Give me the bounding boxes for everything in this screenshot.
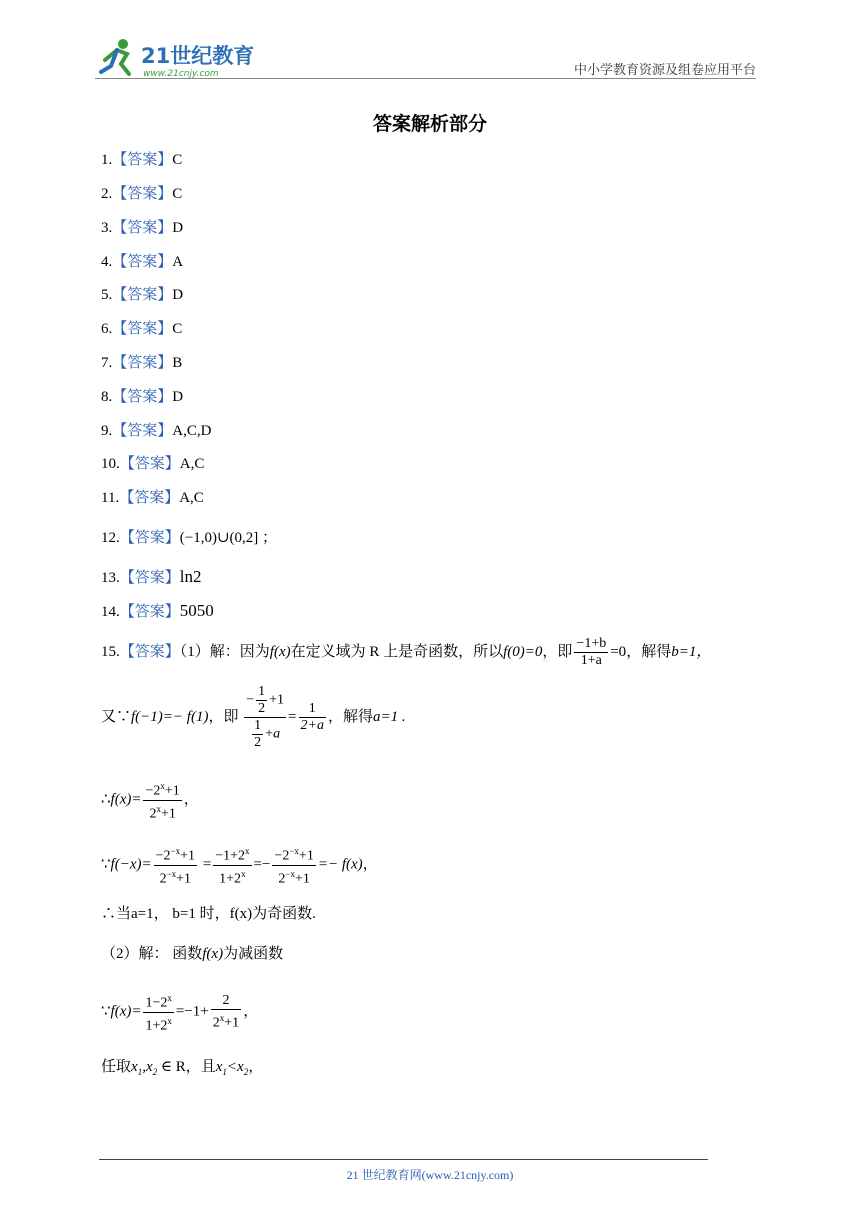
- fraction: $\frac{-2^x+1}{2^x+1}$: [143, 778, 181, 822]
- answer-tag: 【答案】: [119, 604, 180, 620]
- fraction: $\frac{2}{2^x+1}$: [212, 992, 240, 1031]
- svg-text:www.21cnjy.com: www.21cnjy.com: [143, 69, 219, 79]
- answer-tag: 【答案】: [112, 254, 173, 270]
- answer-row-1: 1.【答案】C: [101, 152, 183, 168]
- fraction: $\frac{1}{2+a}$: [300, 701, 324, 734]
- runner-icon: [101, 39, 129, 74]
- fraction: $\frac{-1+b}{1+a}$: [576, 636, 607, 669]
- fraction: $\frac{-2^{-x}+1}{2^{-x}+1}$: [272, 843, 315, 887]
- header-divider: [95, 78, 756, 79]
- footer-link[interactable]: 21 世纪教育网(www.21cnjy.com): [346, 1168, 514, 1182]
- answer-tag: 【答案】: [112, 152, 173, 168]
- q15-line-4: ∵f(−x)= $\frac{-2^{-x}+1}{2^{-x}+1}$ = $\frac{-1+2^x}{1+2^x}$ =− $\frac{-2^{-x}+1}{2^{-x}+1}$ =− f(x)，: [101, 843, 378, 887]
- answer-tag: 【答案】: [112, 287, 173, 303]
- answer-tag: 【答案】: [112, 355, 173, 371]
- fraction: $\frac{-1+2^x}{1+2^x}$: [213, 843, 251, 887]
- answer-tag: 【答案】: [119, 490, 180, 506]
- q15-line-2: 又∵f(−1)=− f(1)，即 − $\frac{1}{2}$ +1 $\frac{1}{2}$ +a = $\frac{1}{2+a}$ ，解得a=1 .: [101, 684, 406, 751]
- answer-row-6: 6.【答案】C: [101, 321, 183, 337]
- answer-row-12: 12.【答案】(−1,0)∪(0,2] ；: [101, 530, 278, 546]
- answer-row-11: 11.【答案】A,C: [101, 490, 204, 506]
- answer-tag: 【答案】: [112, 220, 173, 236]
- answer-row-7: 7.【答案】B: [101, 355, 183, 371]
- answer-row-2: 2.【答案】C: [101, 186, 183, 202]
- answer-tag: 【答案】: [112, 321, 173, 337]
- q15-line-3: ∴f(x)= $\frac{-2^x+1}{2^x+1}$ ，: [101, 778, 199, 822]
- complex-fraction: − $\frac{1}{2}$ +1 $\frac{1}{2}$ +a: [246, 684, 285, 751]
- answer-tag: 【答案】: [112, 389, 173, 405]
- fraction: $\frac{1-2^x}{1+2^x}$: [143, 990, 173, 1034]
- svg-text:21世纪教育: 21世纪教育: [141, 44, 255, 68]
- q15-line-6: （2）解： 函数f(x)为减函数: [101, 946, 284, 962]
- fraction: $\frac{-2^{-x}+1}{2^{-x}+1}$: [154, 843, 197, 887]
- footer-divider: [99, 1159, 708, 1160]
- answer-tag: 【答案】: [112, 423, 173, 439]
- answer-tag: 【答案】: [119, 570, 180, 586]
- q15-line-1: 15.【答案】（1）解：因为f(x)在定义域为 R 上是奇函数，所以f(0)=0，即 $\frac{-1+b}{1+a}$ =0，解得b=1，: [101, 636, 712, 669]
- answer-row-3: 3.【答案】D: [101, 220, 184, 236]
- answer-tag: 【答案】: [119, 644, 180, 660]
- q15-line-7: ∵f(x)= $\frac{1-2^x}{1+2^x}$ =−1+ $\frac{2}{2^x+1}$ ，: [101, 990, 258, 1034]
- answer-tag: 【答案】: [119, 456, 180, 472]
- q15-line-8: 任取$x_1,x_2$ ∈ R，且$x_1<x_2$，: [101, 1059, 264, 1077]
- answer-row-13: 13.【答案】ln2: [101, 567, 202, 586]
- answer-row-5: 5.【答案】D: [101, 287, 184, 303]
- q15-line-5: ∴当a=1， b=1 时，f(x)为奇函数.: [101, 906, 316, 922]
- answer-tag: 【答案】: [112, 186, 173, 202]
- answer-row-8: 8.【答案】D: [101, 389, 184, 405]
- platform-name: 中小学教育资源及组卷应用平台: [573, 62, 756, 77]
- answer-row-4: 4.【答案】A: [101, 254, 184, 270]
- site-logo: [95, 36, 260, 80]
- answer-row-14: 14.【答案】5050: [101, 601, 214, 620]
- answer-row-9: 9.【答案】A,C,D: [101, 423, 212, 439]
- answer-tag: 【答案】: [119, 530, 180, 546]
- answer-row-10: 10.【答案】A,C: [101, 456, 205, 472]
- page-title: 答案解析部分: [372, 113, 487, 135]
